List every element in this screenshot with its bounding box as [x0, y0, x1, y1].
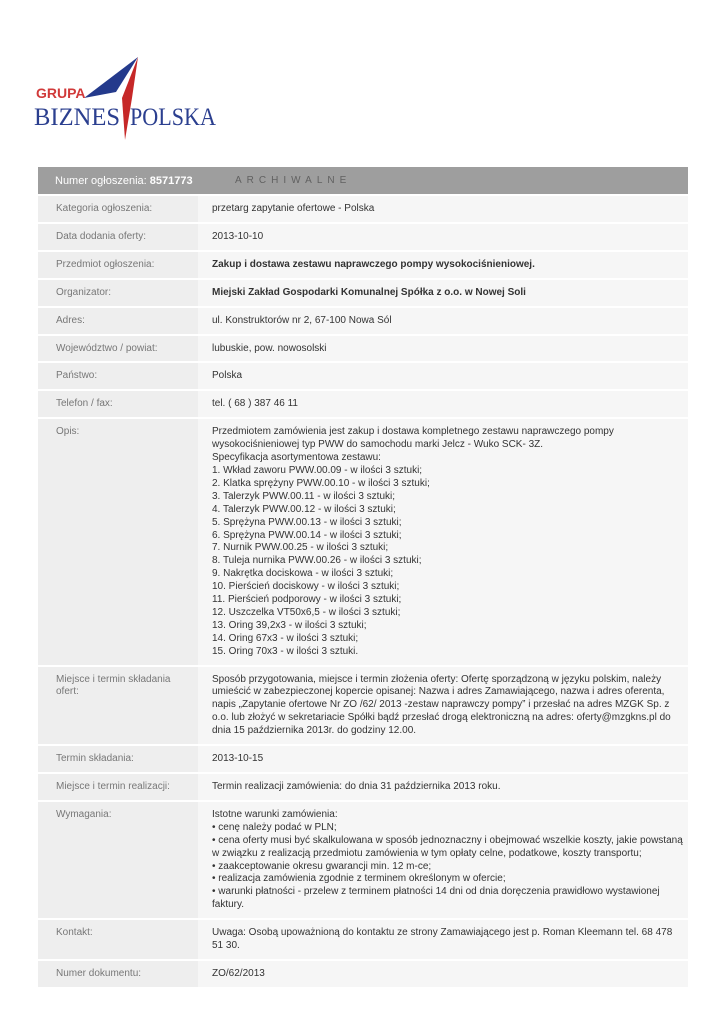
row-label: Telefon / fax:	[38, 391, 198, 417]
row-contact	[38, 920, 688, 959]
listing-number	[38, 175, 215, 187]
row-label: Termin składania:	[38, 746, 198, 772]
row-label: Opis:	[38, 419, 198, 664]
row-value: Miejski Zakład Gospodarki Komunalnej Spółka z o.o. w Nowej Soli	[198, 280, 688, 306]
row-value: 2013-10-15	[198, 746, 688, 772]
listing-header	[38, 167, 688, 194]
row-region	[38, 336, 688, 362]
row-label: Organizator:	[38, 280, 198, 306]
row-value: 2013-10-10	[198, 224, 688, 250]
row-organizer	[38, 280, 688, 306]
logo-text-polska: POLSKA	[130, 104, 216, 131]
listing-number-label: Numer ogłoszenia:	[55, 174, 147, 187]
listing-table	[38, 167, 688, 987]
row-address	[38, 308, 688, 334]
row-deadline	[38, 746, 688, 772]
grupa-biznes-polska-logo	[34, 52, 224, 142]
row-value: Termin realizacji zamówienia: do dnia 31 października 2013 roku.	[198, 774, 688, 800]
row-value: przetarg zapytanie ofertowe - Polska	[198, 196, 688, 222]
row-label: Kategoria ogłoszenia:	[38, 196, 198, 222]
row-label: Miejsce i termin składania ofert:	[38, 667, 198, 745]
row-label: Kontakt:	[38, 920, 198, 959]
row-submission-place	[38, 667, 688, 745]
row-label: Miejsce i termin realizacji:	[38, 774, 198, 800]
listing-number-value: 8571773	[149, 174, 193, 187]
row-value: Polska	[198, 363, 688, 389]
row-label: Przedmiot ogłoszenia:	[38, 252, 198, 278]
row-description	[38, 419, 688, 664]
row-value: Uwaga: Osobą upoważnioną do kontaktu ze strony Zamawiającego jest p. Roman Kleemann tel. 68 478 51 30.	[198, 920, 688, 959]
row-value: tel. ( 68 ) 387 46 11	[198, 391, 688, 417]
row-value: Przedmiotem zamówienia jest zakup i dostawa kompletnego zestawu naprawczego pompy wysokociśnieniowej typ PWW do samochodu marki Jelcz - Wuko SCK- 3Z. Specyfikacja asortymentowa zestawu: 1. Wkład zaworu PWW.00.09 - w ilości 3 sztuki; 2. Klatka sprężyny PWW.00.10 - w ilości 3 sztuki; 3. Talerzyk PWW.00.11 - w ilości 3 sztuki; 4. Talerzyk PWW.00.12 - w ilości 3 sztuki; 5. Sprężyna PWW.00.13 - w ilości 3 sztuki; 6. Sprężyna PWW.00.14 - w ilości 3 sztuki; 7. Nurnik PWW.00.25 - w ilości 3 sztuki; 8. Tuleja nurnika PWW.00.26 - w ilości 3 sztuki; 9. Nakrętka dociskowa - w ilości 3 sztuki; 10. Pierścień dociskowy - w ilości 3 sztuki; 11. Pierścień podporowy - w ilości 3 sztuki; 12. Uszczelka VT50x6,5 - w ilości 3 sztuki; 13. Oring 39,2x3 - w ilości 3 sztuki; 14. Oring 67x3 - w ilości 3 sztuki; 15. Oring 70x3 - w ilości 3 sztuki.	[198, 419, 688, 664]
row-value: ul. Konstruktorów nr 2, 67-100 Nowa Sól	[198, 308, 688, 334]
row-value: Zakup i dostawa zestawu naprawczego pompy wysokociśnieniowej.	[198, 252, 688, 278]
row-phone	[38, 391, 688, 417]
row-value: lubuskie, pow. nowosolski	[198, 336, 688, 362]
row-date-added	[38, 224, 688, 250]
row-value: ZO/62/2013	[198, 961, 688, 987]
logo	[34, 52, 224, 142]
row-label: Adres:	[38, 308, 198, 334]
row-value: Sposób przygotowania, miejsce i termin złożenia oferty: Ofertę sporządzoną w języku polskim, należy umieścić w zabezpieczonej kopercie opisanej: Nazwa i adres Zamawiającego, nazwa i adres oferenta, napis „Zapytanie ofertowe Nr ZO /62/ 2013 -zestaw naprawczy pompy” i przesłać na adres MZGK Sp. z o.o. lub złożyć w sekretariacie Spółki bądź przesłać drogą elektroniczną na adres: oferty@mzgkns.pl do dnia 15 października 2013r. do godziny 12.00.	[198, 667, 688, 745]
row-label: Wymagania:	[38, 802, 198, 918]
status-badge: ARCHIWALNE	[235, 175, 352, 186]
row-requirements	[38, 802, 688, 918]
row-subject	[38, 252, 688, 278]
row-document-number	[38, 961, 688, 987]
row-label: Województwo / powiat:	[38, 336, 198, 362]
row-label: Numer dokumentu:	[38, 961, 198, 987]
row-label: Państwo:	[38, 363, 198, 389]
row-label: Data dodania oferty:	[38, 224, 198, 250]
row-category	[38, 196, 688, 222]
logo-text-grupa: GRUPA	[36, 85, 86, 101]
logo-text-biznes: BIZNES	[34, 104, 120, 131]
row-country	[38, 363, 688, 389]
row-value: Istotne warunki zamówienia: • cenę należy podać w PLN; • cena oferty musi być skalkulowana w sposób jednoznaczny i obejmować wszelkie koszty, jakie powstaną w związku z realizacją przedmiotu zamówienia w tym opłaty celne, podatkowe, koszty transportu; • zaakceptowanie okresu gwarancji min. 12 m-ce; • realizacja zamówienia zgodnie z terminem określonym w ofercie; • warunki płatności - przelew z terminem płatności 14 dni od dnia doręczenia prawidłowo wystawionej faktury.	[198, 802, 688, 918]
row-realization	[38, 774, 688, 800]
